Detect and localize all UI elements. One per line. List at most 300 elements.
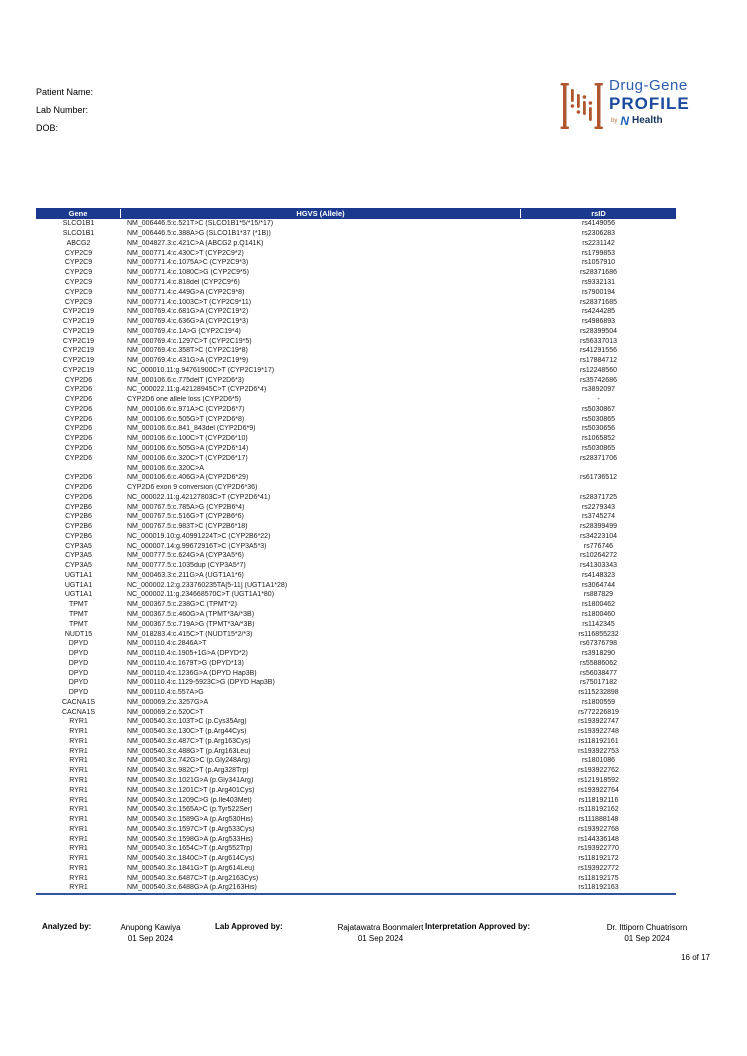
rsid-cell: rs75017182 <box>580 679 617 687</box>
rsid-cell: rs67376798 <box>580 640 617 648</box>
table-row <box>36 219 676 229</box>
rsid-cell: rs9332131 <box>581 278 616 286</box>
rsid-cell: rs193922768 <box>578 825 619 833</box>
gene-cell: RYR1 <box>69 777 88 785</box>
hgvs-cell: NM_000106.6:c.971A>C (CYP2D6*7) <box>127 405 245 413</box>
table-row <box>36 766 676 776</box>
rsid-cell: rs4244285 <box>581 308 616 316</box>
table-row <box>36 229 676 239</box>
table-row <box>36 795 676 805</box>
table-row <box>36 639 676 649</box>
table-row <box>36 600 676 610</box>
hgvs-cell: NM_000540.3:c.1209C>G (p.Ile403Met) <box>127 796 252 804</box>
gene-cell: DPYD <box>68 669 89 677</box>
table-row <box>36 737 676 747</box>
hgvs-cell: NM_018283.4:c.415C>T (NUDT15*2/*3) <box>127 630 253 638</box>
gene-cell: CYP2C9 <box>64 278 93 286</box>
rsid-cell: rs2231142 <box>582 239 615 247</box>
table-row <box>36 824 676 834</box>
hgvs-cell: NM_000540.3:c.742G>C (p.Gly248Arg) <box>127 757 251 765</box>
gene-cell: RYR1 <box>69 825 88 833</box>
gene-variant-table <box>36 208 676 895</box>
hgvs-cell: NM_000769.4:c.1A>G (CYP2C19*4) <box>127 327 241 335</box>
hgvs-cell: CYP2D6 one allele loss (CYP2D6*5) <box>127 396 241 404</box>
gene-cell: RYR1 <box>69 767 88 775</box>
table-row <box>36 356 676 366</box>
table-row <box>36 414 676 424</box>
table-row <box>36 424 676 434</box>
table-row <box>36 561 676 571</box>
rsid-cell: rs28371686 <box>580 269 617 277</box>
column-header-hgvs: HGVS (Allele) <box>121 209 521 218</box>
table-row <box>36 649 676 659</box>
analyzed-by-value <box>98 922 203 944</box>
table-row <box>36 434 676 444</box>
rsid-cell: rs5030865 <box>581 444 616 452</box>
gene-cell: RYR1 <box>69 737 88 745</box>
table-row <box>36 844 676 854</box>
table-row <box>36 629 676 639</box>
table-header-row <box>36 208 676 219</box>
gene-cell: RYR1 <box>69 874 88 882</box>
rsid-cell: rs28371685 <box>580 298 617 306</box>
table-row <box>36 580 676 590</box>
gene-cell: CYP2D6 <box>64 386 93 394</box>
gene-cell: SLCO1B1 <box>62 220 95 228</box>
gene-cell: CYP2D6 <box>64 396 93 404</box>
page-number: 16 of 17 <box>681 953 710 962</box>
hgvs-cell: NM_000110.4:c.2846A>T <box>127 640 207 648</box>
rsid-cell: rs3745274 <box>581 513 616 521</box>
hgvs-cell: NM_000110.4:c.1679T>G (DPYD*13) <box>127 659 244 667</box>
gene-cell: RYR1 <box>69 747 88 755</box>
gene-cell: CYP2D6 <box>64 435 93 443</box>
brand-name-top: Drug-Gene <box>609 77 688 94</box>
table-row <box>36 502 676 512</box>
interpretation-approved-by-label: Interpretation Approved by: <box>425 922 531 931</box>
hgvs-cell: NM_000106.6:c.100C>T (CYP2D6*10) <box>127 435 248 443</box>
interpretation-approved-by-name: Dr. Ittiporn Chuatrisorn <box>606 923 688 932</box>
gene-cell: CYP2C19 <box>62 337 95 345</box>
hgvs-cell: NM_000540.3:c.1840C>T (p.Arg614Cys) <box>127 855 255 863</box>
rsid-cell: rs193922772 <box>578 864 619 872</box>
table-row <box>36 707 676 717</box>
table-row <box>36 336 676 346</box>
gene-cell: SLCO1B1 <box>62 230 95 238</box>
hgvs-cell: NM_000769.4:c.1297C>T (CYP2C19*5) <box>127 337 252 345</box>
drug-gene-profile-logo <box>560 78 715 140</box>
column-header-rsid: rsID <box>591 209 606 218</box>
rsid-cell: rs118192175 <box>578 874 619 882</box>
table-row <box>36 815 676 825</box>
gene-cell: CYP2D6 <box>64 425 93 433</box>
gene-cell: DPYD <box>68 650 89 658</box>
gene-cell: RYR1 <box>69 884 88 892</box>
rsid-cell: - <box>597 396 600 404</box>
hgvs-cell: NM_000540.3:c.1598G>A (p.Arg533His) <box>127 835 253 843</box>
gene-cell: CYP2C19 <box>62 318 95 326</box>
rsid-cell: rs5030656 <box>581 425 616 433</box>
hgvs-cell: NM_000540.3:c.1201C>T (p.Arg401Cys) <box>127 786 255 794</box>
gene-cell: CYP2B6 <box>65 532 92 540</box>
gene-cell: CYP2D6 <box>64 493 93 501</box>
gene-cell: TPMT <box>68 620 89 628</box>
rsid-cell: rs55886062 <box>580 659 617 667</box>
hgvs-cell: NM_000771.4:c.1080C>G (CYP2C9*5) <box>127 269 249 277</box>
rsid-cell: rs193922764 <box>578 786 619 794</box>
hgvs-cell: NM_000771.4:c.1003C>T (CYP2C9*11) <box>127 298 252 306</box>
hgvs-cell: NC_000022.11:g.42128945C>T (CYP2D6*4) <box>127 386 267 394</box>
table-row <box>36 854 676 864</box>
gene-cell: CYP2C9 <box>64 298 93 306</box>
rsid-cell: rs3892097 <box>581 386 616 394</box>
table-row <box>36 883 676 893</box>
rsid-cell: rs56337013 <box>580 337 617 345</box>
hgvs-cell: NM_000769.4:c.681G>A (CYP2C19*2) <box>127 308 249 316</box>
gene-cell: RYR1 <box>69 806 88 814</box>
hgvs-cell: NM_000367.5:c.460G>A (TPMT*3A/*3B) <box>127 611 255 618</box>
gene-cell: DPYD <box>68 689 89 697</box>
hgvs-cell: NM_000767.5:c.785A>G (CYP2B6*4) <box>127 503 245 511</box>
rsid-cell: rs118192172 <box>578 855 619 863</box>
rsid-cell: rs3918290 <box>581 650 616 658</box>
gene-cell: RYR1 <box>69 728 88 736</box>
rsid-cell: rs34223104 <box>580 532 617 540</box>
rsid-cell: rs4149056 <box>581 220 616 228</box>
table-row <box>36 365 676 375</box>
gene-cell: RYR1 <box>69 864 88 872</box>
table-row <box>36 522 676 532</box>
table-row <box>36 385 676 395</box>
rsid-cell: rs41291556 <box>580 347 617 355</box>
gene-cell: NUDT15 <box>64 630 93 638</box>
gene-cell: CYP3A5 <box>65 542 92 550</box>
rsid-cell: rs1801086 <box>581 757 616 765</box>
hgvs-cell: NM_000110.4:c.1236G>A (DPYD Hap3B) <box>127 669 257 677</box>
hgvs-cell: NM_000367.5:c.719A>G (TPMT*3A/*3B) <box>127 620 255 628</box>
gene-cell: CYP2B6 <box>65 503 92 511</box>
table-row <box>36 395 676 405</box>
hgvs-cell: NM_000540.3:c.1597C>T (p.Arg533Cys) <box>127 825 255 833</box>
table-row <box>36 776 676 786</box>
gene-cell: DPYD <box>68 659 89 667</box>
rsid-cell: rs115232898 <box>578 689 619 697</box>
hgvs-cell: NM_000069.2:c.520C>T <box>127 708 204 716</box>
gene-cell: RYR1 <box>69 845 88 853</box>
rsid-cell: rs4986893 <box>581 318 616 326</box>
gene-cell: UGT1A1 <box>64 581 93 589</box>
dob-label: DOB: <box>36 123 59 133</box>
rsid-cell: rs35742686 <box>580 376 617 384</box>
rsid-cell: rs1057910 <box>581 259 616 267</box>
rsid-cell: rs111888148 <box>578 816 619 824</box>
hgvs-cell: NM_000540.3:c.982C>T (p.Arg328Trp) <box>127 767 249 775</box>
table-row <box>36 248 676 258</box>
table-row <box>36 619 676 629</box>
hgvs-cell: NC_000010.11:g.94761900C>T (CYP2C19*17) <box>127 366 275 374</box>
rsid-cell: rs887829 <box>583 591 614 599</box>
gene-cell: CYP2D6 <box>64 405 93 413</box>
table-row <box>36 317 676 327</box>
gene-cell: DPYD <box>68 679 89 687</box>
gene-cell: CYP2B6 <box>65 513 92 521</box>
interpretation-approved-by-date: 01 Sep 2024 <box>624 934 670 943</box>
gene-cell: CYP2C9 <box>64 269 93 277</box>
rsid-cell: rs2279343 <box>581 503 616 511</box>
rsid-cell: rs1800559 <box>581 698 616 706</box>
rsid-cell: rs118192161 <box>578 737 619 745</box>
hgvs-cell: NM_006446.5:c.521T>C (SLCO1B1*5/*15/*17) <box>127 220 274 228</box>
gene-cell: CYP2D6 <box>64 376 93 384</box>
table-row <box>36 610 676 620</box>
rsid-cell: rs116855232 <box>578 630 619 638</box>
gene-cell: RYR1 <box>69 835 88 843</box>
logo-by-word: by <box>611 118 618 124</box>
rsid-cell: rs1800460 <box>581 611 616 618</box>
hgvs-cell: CYP2D6 exon 9 conversion (CYP2D6*36) <box>127 484 258 492</box>
hgvs-cell: NC_000002.12:g.233760235TA[5-11] (UGT1A1*28) <box>127 581 288 589</box>
gene-cell: CACNA1S <box>61 698 96 706</box>
hgvs-cell: NM_000767.5:c.983T>C (CYP2B6*18) <box>127 523 248 531</box>
table-row <box>36 698 676 708</box>
gene-cell: CYP2C9 <box>64 259 93 267</box>
table-row <box>36 551 676 561</box>
hgvs-cell: NM_000769.4:c.636G>A (CYP2C19*3) <box>127 318 249 326</box>
table-row <box>36 873 676 883</box>
hgvs-cell: NM_000110.4:c.1905+1G>A (DPYD*2) <box>127 650 248 658</box>
table-row <box>36 717 676 727</box>
rsid-cell: rs118192162 <box>578 806 619 814</box>
brand-name-bottom: PROFILE <box>609 94 690 113</box>
hgvs-cell: NM_000106.6:c.775delT (CYP2D6*3) <box>127 376 244 384</box>
table-row <box>36 278 676 288</box>
hgvs-cell: NM_000767.5:c.516G>T (CYP2B6*6) <box>127 513 244 521</box>
rsid-cell: rs5030867 <box>581 405 616 413</box>
gene-cell: CYP2C19 <box>62 347 95 355</box>
table-row <box>36 668 676 678</box>
hgvs-cell: NM_000771.4:c.430C>T (CYP2C9*2) <box>127 249 244 257</box>
rsid-cell: rs1800462 <box>581 601 616 609</box>
hgvs-cell: NC_000007.14:g.99672916T>C (CYP3A5*3) <box>127 542 267 550</box>
table-row <box>36 239 676 249</box>
gene-cell: CYP2C19 <box>62 327 95 335</box>
hgvs-cell: NM_000769.4:c.431G>A (CYP2C19*9) <box>127 357 249 365</box>
table-row <box>36 453 676 463</box>
table-row <box>36 864 676 874</box>
rsid-cell: rs1799853 <box>581 249 616 257</box>
rsid-cell: rs118192116 <box>578 796 619 804</box>
hgvs-cell: NM_000367.5:c.238G>C (TPMT*2) <box>127 601 237 609</box>
hgvs-cell: NM_000463.3:c.211G>A (UGT1A1*6) <box>127 571 244 579</box>
hgvs-cell: NM_000106.6:c.320C>T (CYP2D6*17) <box>127 454 248 462</box>
rsid-cell: rs1142345 <box>582 620 615 628</box>
gene-cell: RYR1 <box>69 796 88 804</box>
gene-cell: RYR1 <box>69 757 88 765</box>
table-row <box>36 405 676 415</box>
gene-cell: CYP2D6 <box>64 415 93 423</box>
gene-cell: UGT1A1 <box>64 571 93 579</box>
rsid-cell: rs193922770 <box>578 845 619 853</box>
rsid-cell: rs56038477 <box>580 669 617 677</box>
gene-cell: RYR1 <box>69 816 88 824</box>
hgvs-cell: NM_000777.5:c.1035dup (CYP3A5*7) <box>127 562 246 570</box>
gene-cell: CYP2C9 <box>64 249 93 257</box>
rsid-cell: rs3064744 <box>581 581 616 589</box>
hgvs-cell: NM_006446.5:c.388A>G (SLCO1B1*37 (*1B)) <box>127 230 271 238</box>
analyzed-by-name: Anupong Kawiya <box>120 923 181 932</box>
table-row <box>36 307 676 317</box>
rsid-cell: rs144336148 <box>578 835 619 843</box>
gene-cell: CYP2C19 <box>62 357 95 365</box>
table-row <box>36 785 676 795</box>
rsid-cell: rs2306283 <box>581 230 616 238</box>
hgvs-cell: NM_004827.3:c.421C>A (ABCG2 p.Q141K) <box>127 239 264 247</box>
table-row <box>36 541 676 551</box>
hgvs-cell: NM_000106.6:c.406G>A (CYP2D6*29) <box>127 474 249 482</box>
table-row <box>36 258 676 268</box>
rsid-cell: rs28371706 <box>580 454 617 462</box>
analyzed-by-label: Analyzed by: <box>42 922 92 931</box>
hgvs-cell: NM_000540.3:c.488G>T (p.Arg163Leu) <box>127 747 251 755</box>
table-row <box>36 756 676 766</box>
gene-cell: TPMT <box>68 611 89 618</box>
rsid-cell: rs7900194 <box>581 288 616 296</box>
gene-cell: CYP3A5 <box>65 552 92 560</box>
table-row <box>36 346 676 356</box>
rsid-cell: rs28399499 <box>580 523 617 531</box>
hgvs-cell: NM_000540.3:c.130C>T (p.Arg44Cys) <box>127 728 247 736</box>
rsid-cell: rs4148323 <box>581 571 616 579</box>
hgvs-cell: NM_000110.4:c.557A>G <box>127 689 204 697</box>
hgvs-cell: NM_000540.3:c.6487C>T (p.Arg2163Cys) <box>127 874 259 882</box>
hgvs-cell: NM_000069.2:c.3257G>A <box>127 698 209 706</box>
rsid-cell: rs193922748 <box>578 728 619 736</box>
table-row <box>36 532 676 542</box>
hgvs-cell: NM_000771.4:c.818del (CYP2C9*6) <box>127 278 240 286</box>
gene-cell: CYP2C19 <box>62 308 95 316</box>
table-row <box>36 590 676 600</box>
rsid-cell: rs12248560 <box>580 366 617 374</box>
interpretation-approved-by-value <box>583 922 711 944</box>
table-row <box>36 746 676 756</box>
rsid-cell: rs193922753 <box>578 747 619 755</box>
table-row <box>36 492 676 502</box>
rsid-cell: rs776746 <box>583 542 614 550</box>
gene-cell: RYR1 <box>69 786 88 794</box>
rsid-cell: rs193922747 <box>578 718 619 726</box>
gene-cell: ABCG2 <box>66 239 91 247</box>
hgvs-cell: NC_000002.11:g.234668570C>T (UGT1A1*80) <box>127 591 275 599</box>
gene-cell: CYP2D6 <box>64 444 93 452</box>
gene-cell: CYP2D6 <box>64 484 93 492</box>
gene-cell: CYP2C9 <box>64 288 93 296</box>
hgvs-cell: NM_000540.3:c.1565A>C (p.Tyr522Ser) <box>127 806 253 814</box>
gene-cell: DPYD <box>68 640 89 648</box>
hgvs-cell: NM_000771.4:c.1075A>C (CYP2C9*3) <box>127 259 249 267</box>
table-row <box>36 727 676 737</box>
table-row <box>36 463 676 473</box>
rsid-cell: rs61736512 <box>580 474 617 482</box>
rsid-cell: rs17884712 <box>580 357 617 365</box>
column-header-gene: Gene <box>36 209 121 218</box>
gene-cell: CYP2D6 <box>64 454 93 462</box>
table-row <box>36 512 676 522</box>
rsid-cell: rs10264272 <box>580 552 617 560</box>
rsid-cell: rs5030865 <box>581 415 616 423</box>
table-row <box>36 297 676 307</box>
gene-cell: CYP2B6 <box>65 523 92 531</box>
hgvs-cell: NM_000540.3:c.1841G>T (p.Arg614Leu) <box>127 864 255 872</box>
hgvs-cell: NM_000540.3:c.6488G>A (p.Arg2163His) <box>127 884 257 892</box>
table-row <box>36 571 676 581</box>
rsid-cell: rs41303343 <box>580 562 617 570</box>
lab-approved-by-date: 01 Sep 2024 <box>357 934 404 943</box>
rsid-cell: rs1065852 <box>581 435 616 443</box>
rsid-cell: rs121918592 <box>578 777 619 785</box>
hgvs-cell: NC_000022.11:g.42127803C>T (CYP2D6*41) <box>127 493 271 501</box>
table-row <box>36 688 676 698</box>
table-row <box>36 658 676 668</box>
hgvs-cell: NM_000769.4:c.358T>C (CYP2C19*8) <box>127 347 248 355</box>
patient-name-label: Patient Name: <box>36 87 94 97</box>
table-row <box>36 483 676 493</box>
hgvs-cell: NM_000540.3:c.1654C>T (p.Arg552Trp) <box>127 845 253 853</box>
gene-cell: UGT1A1 <box>64 591 93 599</box>
analyzed-by-date: 01 Sep 2024 <box>127 934 174 943</box>
hgvs-cell: NM_000771.4:c.449G>A (CYP2C9*8) <box>127 288 245 296</box>
table-row <box>36 473 676 483</box>
hgvs-cell: NM_000540.3:c.103T>C (p.Cys35Arg) <box>127 718 247 726</box>
rsid-cell: rs772226819 <box>578 708 619 716</box>
table-row <box>36 268 676 278</box>
gene-cell: CYP3A5 <box>65 562 92 570</box>
rsid-cell: rs28371725 <box>580 493 617 501</box>
dna-helix-icon <box>560 80 604 132</box>
hgvs-cell: NM_000540.3:c.1589G>A (p.Arg530His) <box>127 816 253 824</box>
rsid-cell: rs118192163 <box>578 884 619 892</box>
lab-approved-by-name: Rajatawatra Boonmalert <box>337 923 424 932</box>
lab-number-label: Lab Number: <box>36 105 89 115</box>
table-row <box>36 287 676 297</box>
health-word: Health <box>632 115 663 126</box>
lab-approved-by-label: Lab Approved by: <box>215 922 283 931</box>
table-row <box>36 326 676 336</box>
rsid-cell: rs193922762 <box>578 767 619 775</box>
n-health-icon: N <box>620 114 630 128</box>
hgvs-cell: NM_000540.3:c.1021G>A (p.Gly341Arg) <box>127 777 254 785</box>
hgvs-cell: NM_000106.6:c.320C>A <box>127 464 204 472</box>
hgvs-cell: NM_000106.6:c.841_843del (CYP2D6*9) <box>127 425 256 433</box>
hgvs-cell: NM_000777.5:c.624G>A (CYP3A5*6) <box>127 552 244 560</box>
gene-cell: CACNA1S <box>61 708 96 716</box>
table-row <box>36 834 676 844</box>
gene-cell: CYP2C19 <box>62 366 95 374</box>
table-row <box>36 444 676 454</box>
table-row <box>36 375 676 385</box>
hgvs-cell: NM_000106.6:c.505G>A (CYP2D6*14) <box>127 444 249 452</box>
gene-cell: CYP2D6 <box>64 474 93 482</box>
hgvs-cell: NM_000110.4:c.1129-5923C>G (DPYD Hap3B) <box>127 679 275 687</box>
hgvs-cell: NM_000106.6:c.505G>T (CYP2D6*8) <box>127 415 245 423</box>
hgvs-cell: NC_000019.10:g.40991224T>C (CYP2B6*22) <box>127 532 271 540</box>
gene-cell: TPMT <box>68 601 89 609</box>
rsid-cell: rs28399504 <box>580 327 617 335</box>
gene-cell: RYR1 <box>69 855 88 863</box>
table-row <box>36 678 676 688</box>
table-row <box>36 805 676 815</box>
table-body <box>36 219 676 893</box>
gene-cell: RYR1 <box>69 718 88 726</box>
